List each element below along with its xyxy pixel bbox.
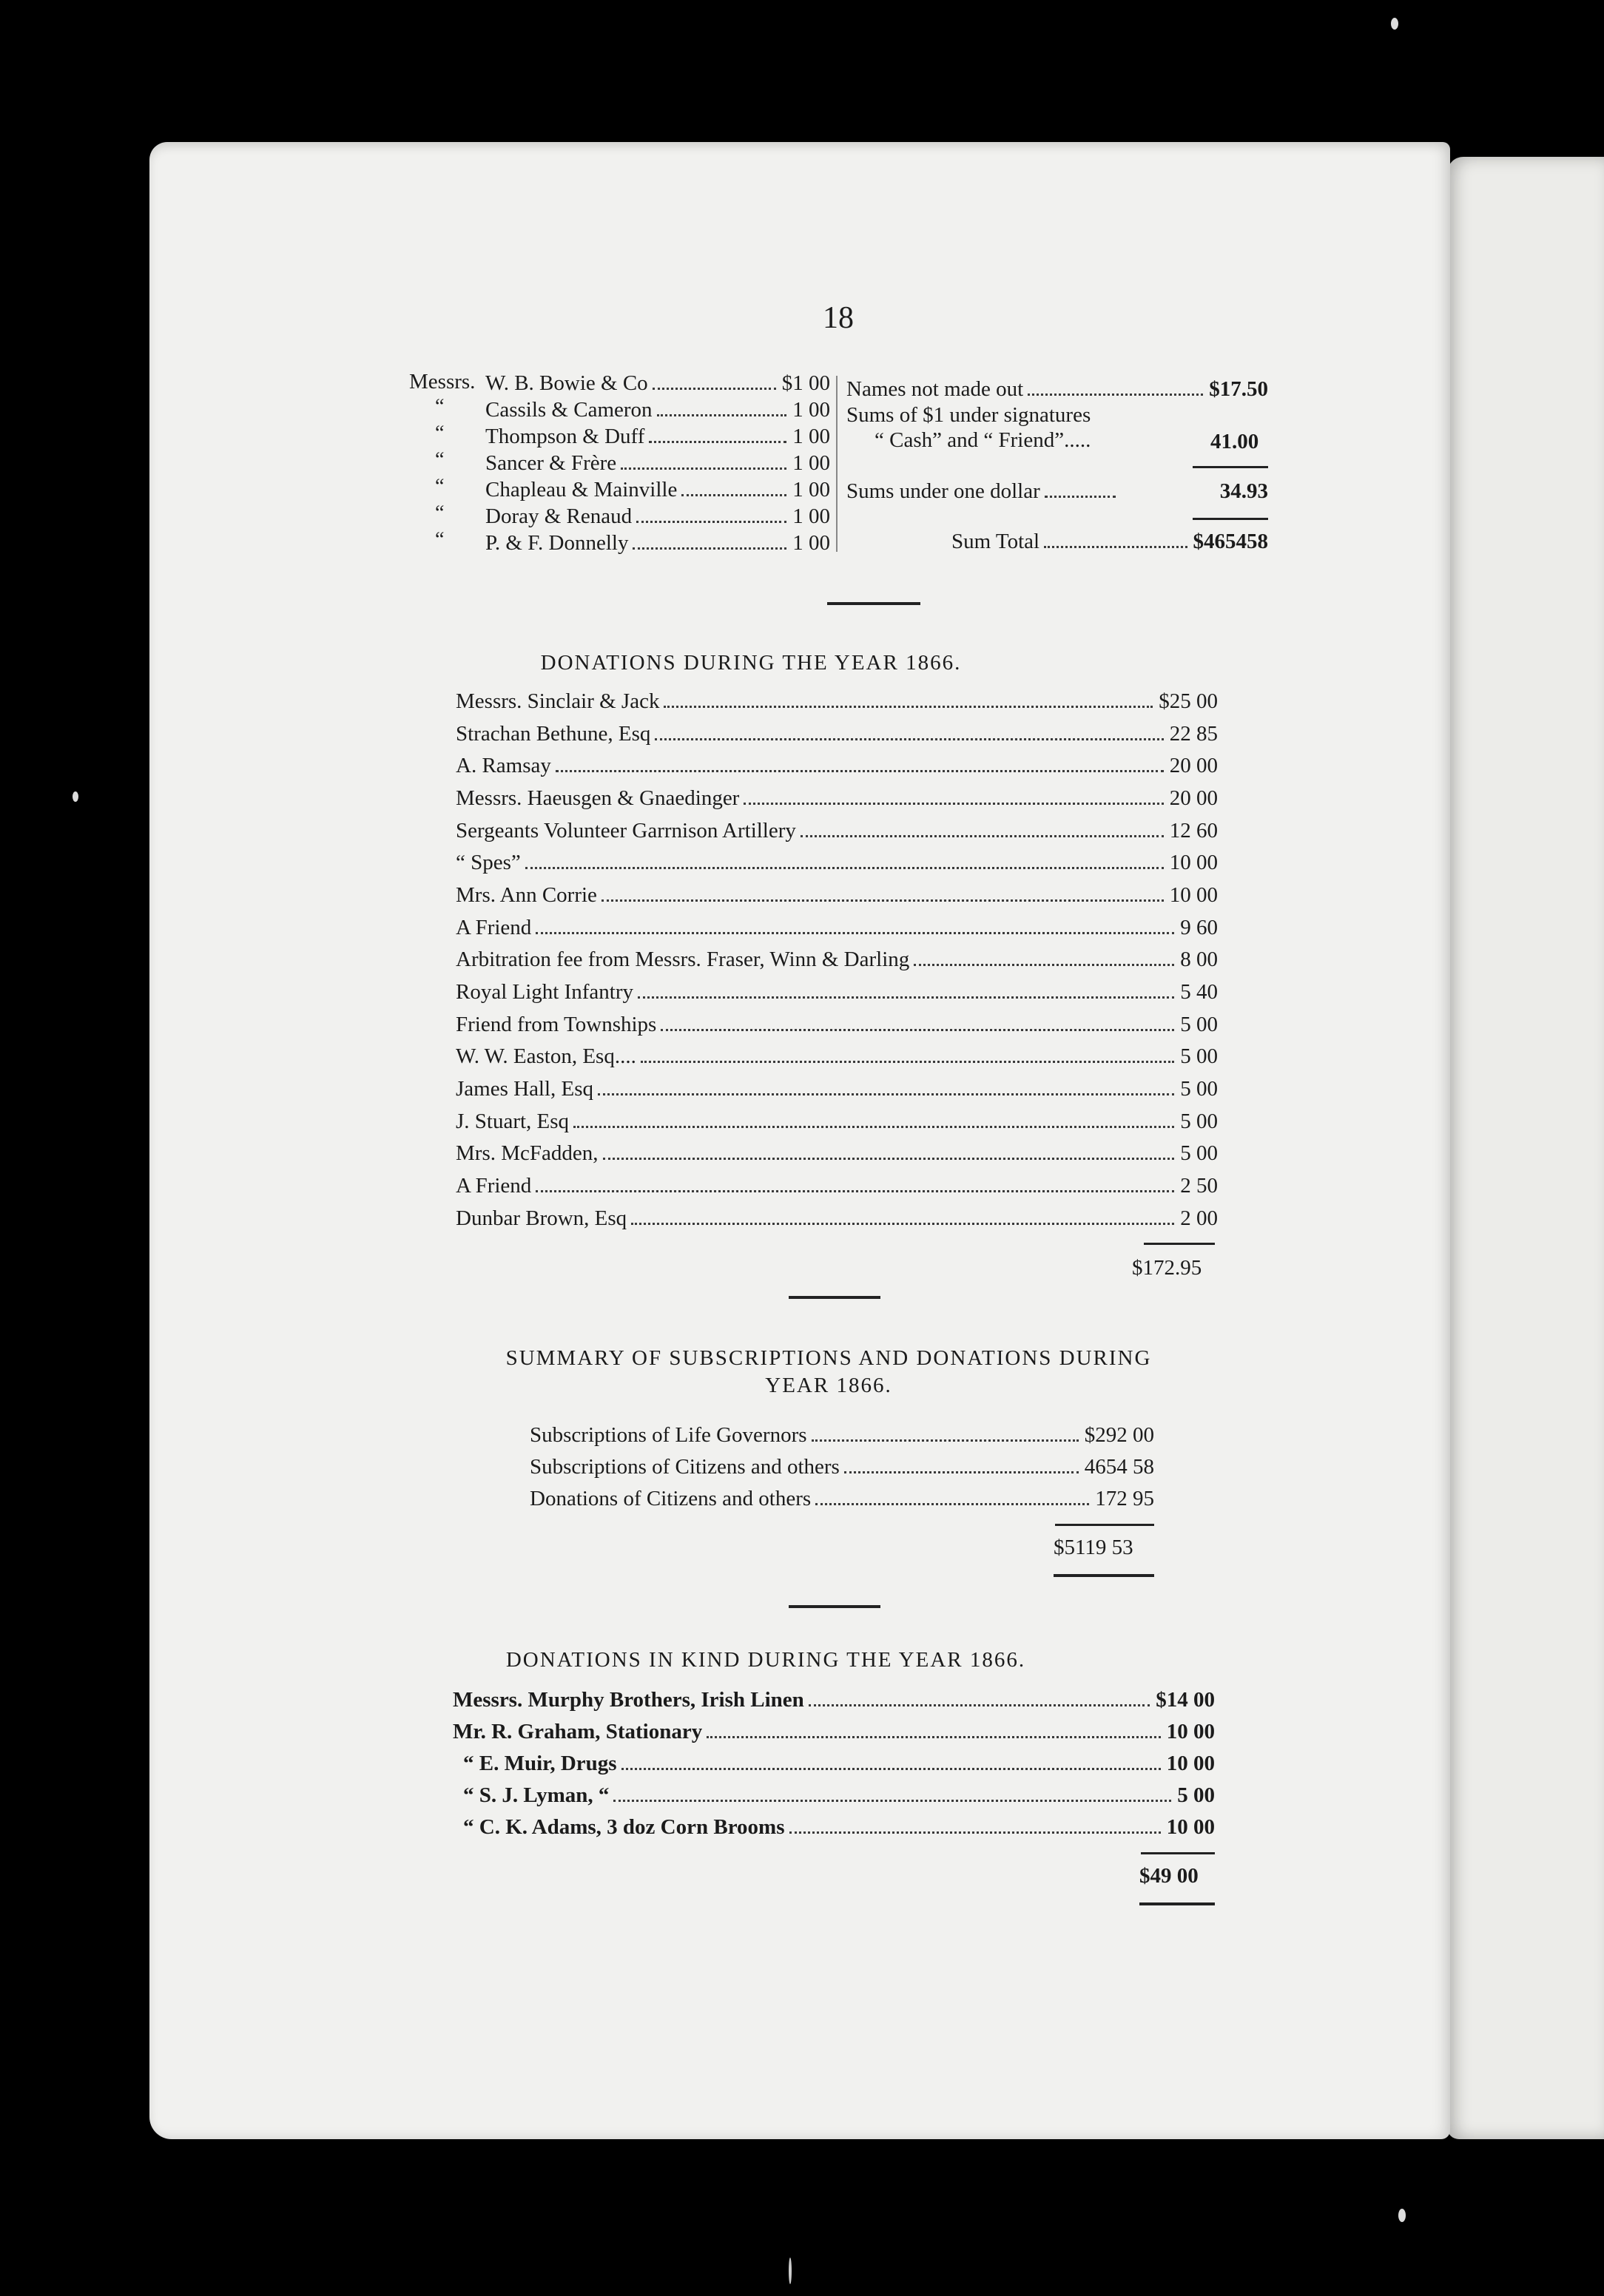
list-item bbox=[485, 398, 830, 422]
summary-label: Subscriptions of Citizens and others bbox=[530, 1455, 840, 1479]
row-label: Names not made out bbox=[846, 377, 1024, 401]
list-item bbox=[453, 1688, 1215, 1712]
list-item bbox=[463, 1783, 1215, 1808]
ditto-mark: “ bbox=[435, 502, 445, 524]
scan-speck bbox=[73, 791, 78, 802]
amount: 5 00 bbox=[1177, 1783, 1215, 1807]
scan-speck bbox=[789, 2258, 792, 2284]
section-total: $5119 53 bbox=[1054, 1536, 1133, 1559]
donor-name: “ S. J. Lyman, “ bbox=[463, 1783, 610, 1807]
amount: 20 00 bbox=[1169, 754, 1218, 777]
list-item bbox=[456, 689, 1218, 714]
section-separator bbox=[827, 602, 920, 605]
donor-name: P. & F. Donnelly bbox=[485, 531, 629, 555]
donor-name: Friend from Townships bbox=[456, 1013, 657, 1036]
amount: 10 00 bbox=[1166, 1752, 1215, 1775]
donor-name: Thompson & Duff bbox=[485, 425, 645, 448]
amount: 4654 58 bbox=[1084, 1455, 1154, 1479]
ditto-mark: “ bbox=[435, 395, 445, 418]
scan-speck bbox=[1391, 18, 1398, 30]
section-separator bbox=[789, 1605, 880, 1608]
list-item bbox=[453, 1720, 1215, 1744]
donor-name: W. B. Bowie & Co bbox=[485, 371, 648, 395]
amount: 2 50 bbox=[1180, 1174, 1218, 1198]
summary-label: Subscriptions of Life Governors bbox=[530, 1423, 807, 1447]
amount: 8 00 bbox=[1180, 948, 1218, 971]
list-item bbox=[530, 1423, 1154, 1448]
donor-name: Doray & Renaud bbox=[485, 504, 633, 528]
amount: 10 00 bbox=[1166, 1815, 1215, 1839]
amount: 172 95 bbox=[1095, 1487, 1154, 1510]
list-item bbox=[456, 819, 1218, 843]
ditto-mark: “ bbox=[435, 475, 445, 498]
list-item bbox=[456, 948, 1218, 972]
list-item bbox=[456, 1077, 1218, 1101]
amount: 10 00 bbox=[1166, 1720, 1215, 1743]
amount: 22 85 bbox=[1169, 722, 1218, 746]
list-item bbox=[456, 1206, 1218, 1231]
amount: 5 00 bbox=[1180, 1141, 1218, 1165]
amount: $17.50 bbox=[1209, 377, 1268, 401]
amount: $292 00 bbox=[1084, 1423, 1154, 1447]
amount: 10 00 bbox=[1169, 851, 1218, 874]
list-item bbox=[463, 1815, 1215, 1840]
facing-page-edge bbox=[1447, 157, 1604, 2139]
list-item bbox=[485, 531, 830, 556]
divider bbox=[1141, 1852, 1215, 1854]
section-total: $49 00 bbox=[1139, 1864, 1199, 1888]
amount: 5 00 bbox=[1180, 1013, 1218, 1036]
amount: 9 60 bbox=[1180, 916, 1218, 939]
section-title-continued: YEAR 1866. bbox=[765, 1374, 892, 1397]
list-item bbox=[456, 786, 1218, 811]
ditto-mark: “ bbox=[435, 448, 445, 471]
amount: $25 00 bbox=[1159, 689, 1218, 713]
list-item bbox=[485, 371, 830, 396]
donor-name: “ Spes” bbox=[456, 851, 521, 874]
donor-name: “ C. K. Adams, 3 doz Corn Brooms bbox=[463, 1815, 785, 1839]
divider bbox=[1193, 466, 1268, 468]
list-item bbox=[530, 1455, 1154, 1479]
list-item bbox=[456, 883, 1218, 908]
donor-name: A Friend bbox=[456, 916, 532, 939]
section-title: DONATIONS DURING THE YEAR 1866. bbox=[540, 651, 962, 675]
amount: $465458 bbox=[1193, 530, 1268, 553]
amount: 41.00 bbox=[1210, 430, 1259, 453]
donor-name: Sergeants Volunteer Garrnison Artillery bbox=[456, 819, 796, 843]
amount: 1 00 bbox=[792, 478, 830, 502]
list-item bbox=[951, 530, 1268, 554]
section-separator bbox=[789, 1296, 880, 1299]
amount: 34.93 bbox=[1219, 479, 1268, 503]
amount: 1 00 bbox=[792, 504, 830, 528]
amount: 1 00 bbox=[792, 531, 830, 555]
donor-name: Mr. R. Graham, Stationary bbox=[453, 1720, 703, 1743]
amount: 5 00 bbox=[1180, 1044, 1218, 1068]
double-rule bbox=[1139, 1902, 1215, 1905]
page-number: 18 bbox=[823, 301, 854, 335]
donor-name: Messrs. Sinclair & Jack bbox=[456, 689, 660, 713]
amount: 1 00 bbox=[792, 398, 830, 422]
list-item bbox=[456, 1174, 1218, 1198]
double-rule bbox=[1054, 1574, 1154, 1577]
list-item bbox=[456, 722, 1218, 746]
amount: 5 00 bbox=[1180, 1110, 1218, 1133]
amount: 1 00 bbox=[792, 451, 830, 475]
donor-name: J. Stuart, Esq bbox=[456, 1110, 570, 1133]
list-item bbox=[530, 1487, 1154, 1511]
list-item bbox=[846, 377, 1268, 402]
donor-name: “ E. Muir, Drugs bbox=[463, 1752, 617, 1775]
list-item bbox=[456, 980, 1218, 1004]
row-label: Sum Total bbox=[951, 530, 1040, 553]
summary-label: Donations of Citizens and others bbox=[530, 1487, 812, 1510]
amount: 20 00 bbox=[1169, 786, 1218, 810]
list-item bbox=[456, 1013, 1218, 1037]
amount: $1 00 bbox=[781, 371, 830, 395]
donor-name: Strachan Bethune, Esq bbox=[456, 722, 651, 746]
list-item bbox=[485, 504, 830, 529]
list-item bbox=[456, 1044, 1218, 1069]
donor-name: Dunbar Brown, Esq bbox=[456, 1206, 627, 1230]
list-item bbox=[485, 425, 830, 449]
ditto-mark: “ bbox=[435, 422, 445, 445]
list-item bbox=[456, 916, 1218, 940]
amount: 5 00 bbox=[1180, 1077, 1218, 1101]
section-title: SUMMARY OF SUBSCRIPTIONS AND DONATIONS DURING bbox=[505, 1346, 1152, 1370]
donor-name: Chapleau & Mainville bbox=[485, 478, 678, 502]
divider bbox=[1193, 518, 1268, 520]
divider bbox=[1055, 1524, 1154, 1526]
list-item bbox=[456, 1141, 1218, 1166]
column-divider bbox=[836, 376, 838, 552]
donor-name: Cassils & Cameron bbox=[485, 398, 653, 422]
row-label: Sums under one dollar bbox=[846, 479, 1040, 503]
donor-name: Arbitration fee from Messrs. Fraser, Winn & Darling bbox=[456, 948, 910, 971]
donor-name: Mrs. Ann Corrie bbox=[456, 883, 597, 907]
amount: 10 00 bbox=[1169, 883, 1218, 907]
list-item bbox=[846, 479, 1268, 504]
donor-name: A. Ramsay bbox=[456, 754, 551, 777]
donor-name: Royal Light Infantry bbox=[456, 980, 634, 1004]
amount: 12 60 bbox=[1169, 819, 1218, 843]
list-item bbox=[485, 478, 830, 502]
amount: 5 40 bbox=[1180, 980, 1218, 1004]
prefix: Messrs. bbox=[409, 370, 476, 394]
donor-name: James Hall, Esq bbox=[456, 1077, 594, 1101]
scan-speck bbox=[1398, 2209, 1406, 2222]
ditto-mark: “ bbox=[435, 528, 445, 551]
list-item bbox=[456, 851, 1218, 875]
donor-name: Messrs. Haeusgen & Gnaedinger bbox=[456, 786, 740, 810]
donor-name: A Friend bbox=[456, 1174, 532, 1198]
divider bbox=[1144, 1243, 1215, 1245]
list-item bbox=[485, 451, 830, 476]
amount: 2 00 bbox=[1180, 1206, 1218, 1230]
row-label: “ Cash” and “ Friend”..... bbox=[875, 428, 1091, 452]
donor-name: Sancer & Frère bbox=[485, 451, 617, 475]
list-item bbox=[456, 754, 1218, 778]
list-item bbox=[463, 1752, 1215, 1776]
section-title: DONATIONS IN KIND DURING THE YEAR 1866. bbox=[505, 1648, 1026, 1672]
list-item bbox=[456, 1110, 1218, 1134]
amount: 1 00 bbox=[792, 425, 830, 448]
amount: $14 00 bbox=[1156, 1688, 1215, 1712]
donor-name: W. W. Easton, Esq.... bbox=[456, 1044, 636, 1068]
donor-name: Messrs. Murphy Brothers, Irish Linen bbox=[453, 1688, 804, 1712]
section-total: $172.95 bbox=[1132, 1256, 1202, 1280]
donor-name: Mrs. McFadden, bbox=[456, 1141, 599, 1165]
row-label: Sums of $1 under signatures bbox=[846, 403, 1091, 427]
